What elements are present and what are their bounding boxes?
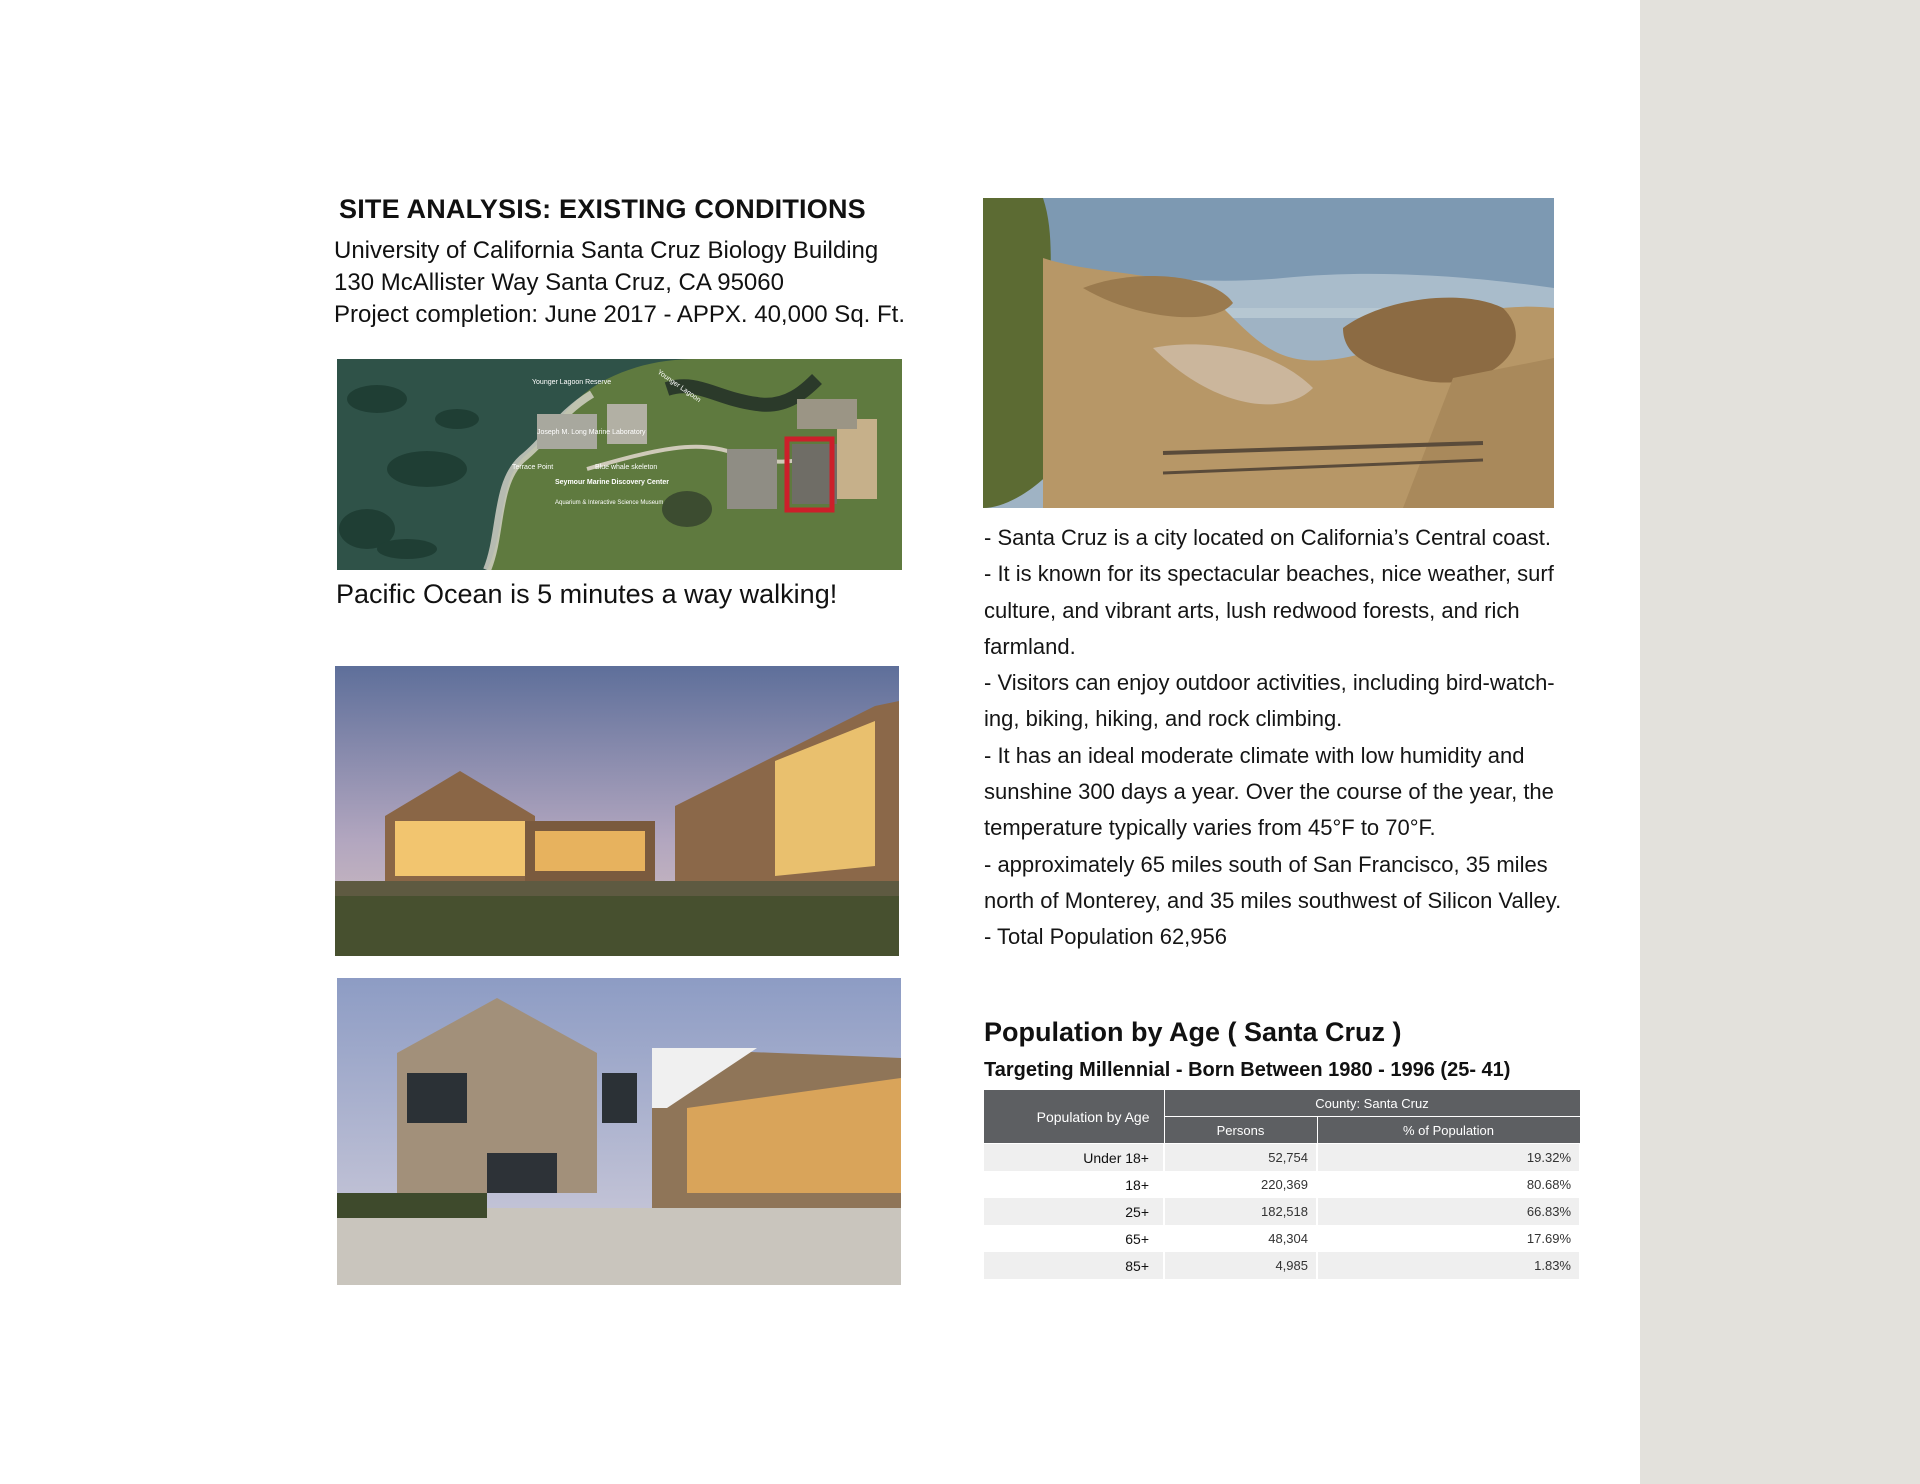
persons-value: 182,518: [1164, 1198, 1317, 1225]
map-label-terrace: Terrace Point: [512, 464, 554, 471]
right-margin-panel: [1640, 0, 1920, 1484]
age-label: 65+: [983, 1225, 1164, 1252]
description-line: - It is known for its spectacular beaches, nice weather, surf culture, and vibrant arts, lush redwood forests, and rich farmland.: [984, 561, 1554, 659]
building-name: University of California Santa Cruz Biology Building: [334, 237, 879, 264]
ocean-caption: Pacific Ocean is 5 minutes a way walking!: [336, 579, 838, 609]
age-label: 18+: [983, 1171, 1164, 1198]
santa-cruz-beach-photo: [983, 198, 1554, 508]
percent-value: 19.32%: [1317, 1144, 1580, 1172]
percent-value: 80.68%: [1317, 1171, 1580, 1198]
age-label: 85+: [983, 1252, 1164, 1279]
description-line: - Santa Cruz is a city located on California’s Central coast.: [984, 525, 1551, 550]
map-label-lagoon: Younger Lagoon: [655, 368, 702, 404]
map-label-whale: Blue whale skeleton: [595, 464, 658, 471]
table-row: [983, 1144, 1580, 1172]
city-description: [984, 520, 1584, 956]
population-subtitle: Targeting Millennial - Born Between 1980 - 1996 (25- 41): [984, 1059, 1511, 1081]
building-address: 130 McAllister Way Santa Cruz, CA 95060: [334, 269, 784, 296]
description-line: - It has an ideal moderate climate with low humidity and sunshine 300 days a year. Over the course of the year, the temperature typically varies from 45°F to 70°F.: [984, 742, 1554, 841]
persons-value: 220,369: [1164, 1171, 1317, 1198]
population-table: [982, 1089, 1581, 1279]
percent-value: 17.69%: [1317, 1225, 1580, 1252]
map-label-discovery: Seymour Marine Discovery Center: [555, 479, 669, 486]
percent-value: 66.83%: [1317, 1198, 1580, 1225]
description-line: - approximately 65 miles south of San Francisco, 35 miles north of Monterey, and 35 miles southwest of Silicon Valley.: [984, 851, 1562, 913]
table-row: [983, 1252, 1580, 1279]
building-photo-dusk: [335, 666, 899, 956]
table-row: [983, 1171, 1580, 1198]
percent-value: 1.83%: [1317, 1252, 1580, 1279]
persons-value: 4,985: [1164, 1252, 1317, 1279]
description-line: - Total Population 62,956: [984, 924, 1227, 950]
page-title: SITE ANALYSIS: EXISTING CONDITIONS: [339, 194, 866, 224]
description-line: - Visitors can enjoy outdoor activities, including bird-watch-ing, biking, hiking, and rock climbing.: [984, 670, 1555, 732]
map-label-reserve: Younger Lagoon Reserve: [532, 379, 612, 386]
table-row: [983, 1225, 1580, 1252]
table-group-header: County: Santa Cruz: [1164, 1090, 1580, 1117]
table-row: [983, 1198, 1580, 1225]
persons-value: 48,304: [1164, 1225, 1317, 1252]
age-label: 25+: [983, 1198, 1164, 1225]
satellite-map: [337, 359, 902, 570]
map-label-aquarium: Aquarium & Interactive Science Museum: [555, 500, 664, 506]
population-title: Population by Age ( Santa Cruz ): [984, 1017, 1402, 1047]
table-col-percent: % of Population: [1317, 1117, 1580, 1144]
building-photo-entrance: [337, 978, 901, 1285]
table-row-header: Population by Age: [983, 1090, 1164, 1144]
age-label: Under 18+: [983, 1144, 1164, 1172]
persons-value: 52,754: [1164, 1144, 1317, 1172]
project-completion: Project completion: June 2017 - APPX. 40,000 Sq. Ft.: [334, 301, 905, 328]
table-col-persons: Persons: [1164, 1117, 1317, 1144]
map-label-lab: Joseph M. Long Marine Laboratory: [537, 429, 646, 436]
